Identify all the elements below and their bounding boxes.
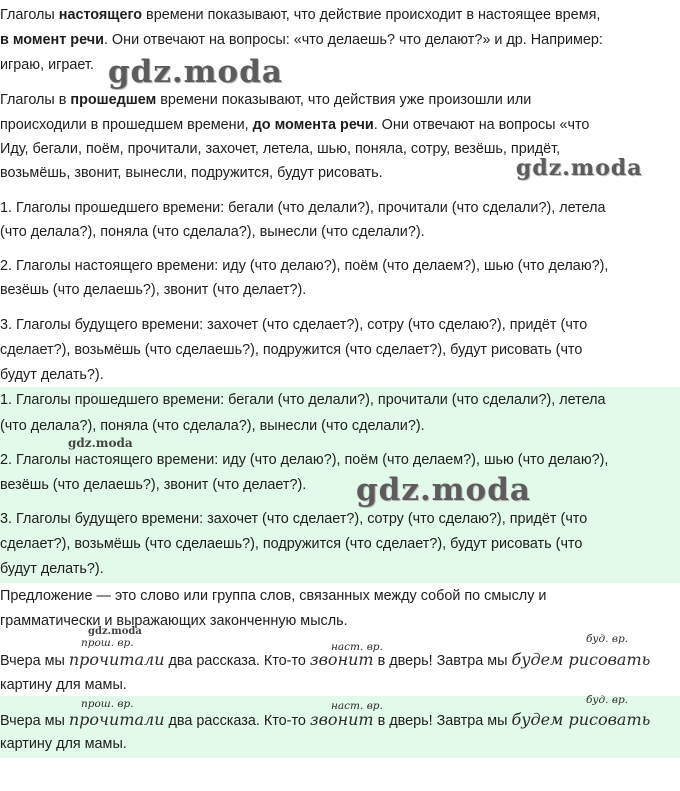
text: Вчера мы: [0, 653, 69, 669]
text: Глаголы: [0, 7, 59, 23]
watermark-logo: gdz.moda: [356, 472, 531, 508]
watermark-logo: gdz.moda: [68, 436, 133, 450]
text: Вчера мы: [0, 713, 69, 729]
bold-term: настоящего: [58, 7, 143, 23]
past-line-2: [0, 113, 680, 139]
label-past: прош. вр.: [81, 698, 134, 710]
answer-hl-3-line-1: 3. Глаголы будущего времени: захочет (что сделает?), сотру (что сделаю?), придёт (что: [0, 511, 588, 527]
answer-hl-1-line-1: 1. Глаголы прошедшего времени: бегали (что делали?), прочитали (что сделали?), летела: [0, 392, 606, 408]
example-hl-line-1: [0, 707, 680, 735]
present-line-3: играю, играет.: [0, 57, 94, 73]
bold-term: до момента речи: [252, 117, 374, 133]
answer-plain-3-line-3: будут делать?).: [0, 367, 104, 383]
text: в дверь! Завтра мы: [373, 713, 512, 729]
text: Глаголы в: [0, 92, 71, 108]
wordlist-line-2: возьмёшь, звонит, вынесли, подружится, будут рисовать.: [0, 165, 383, 181]
label-present: наст. вр.: [331, 641, 383, 653]
text: в дверь! Завтра мы: [373, 653, 512, 669]
verb-past: прочитали: [68, 710, 165, 729]
answer-hl-3-line-3: будут делать?).: [0, 561, 104, 577]
watermark-logo: gdz.moda: [88, 626, 142, 637]
answer-plain-3-line-2: сделает?), возьмёшь (что сделаешь?), подружится (что сделает?), будут рисовать (что: [0, 342, 583, 358]
label-past: прош. вр.: [81, 637, 134, 649]
text: времени показывают, что действия уже произошли или: [156, 92, 532, 108]
label-future: буд. вр.: [586, 694, 628, 706]
text: два рассказа. Кто-то: [164, 653, 310, 669]
answer-hl-2-line-2: везёшь (что делаешь?), звонит (что делает?).: [0, 477, 307, 493]
definition-line-1: Предложение — это слово или группа слов, связанных между собой по смыслу и: [0, 588, 547, 604]
answer-hl-3-line-2: сделает?), возьмёшь (что сделаешь?), подружится (что сделает?), будут рисовать (что: [0, 536, 583, 552]
present-line-2: [0, 28, 680, 54]
watermark-logo: gdz.moda: [108, 54, 283, 90]
answer-plain-1-line-2: (что делала?), поняла (что сделала?), вынесли (что сделали?).: [0, 224, 425, 240]
text: происходили в прошедшем времени,: [0, 117, 253, 133]
verb-present: звонит: [309, 650, 374, 669]
present-line-1: [0, 3, 680, 29]
answer-hl-1-line-2: (что делала?), поняла (что сделала?), вынесли (что сделали?).: [0, 418, 425, 434]
answer-plain-1-line-1: 1. Глаголы прошедшего времени: бегали (что делали?), прочитали (что сделали?), летела: [0, 200, 606, 216]
text: . Они отвечают на вопросы «что: [373, 117, 590, 133]
answer-plain-2-line-1: 2. Глаголы настоящего времени: иду (что делаю?), поём (что делаем?), шью (что делаю?),: [0, 258, 609, 274]
answer-hl-2-line-1: 2. Глаголы настоящего времени: иду (что делаю?), поём (что делаем?), шью (что делаю?),: [0, 452, 609, 468]
verb-past: прочитали: [68, 650, 165, 669]
text: два рассказа. Кто-то: [164, 713, 310, 729]
example-line-2: картину для мамы.: [0, 677, 127, 693]
text: . Они отвечают на вопросы: «что делаешь? что делают?» и др. Например:: [103, 32, 603, 48]
verb-future: будем рисовать: [511, 710, 651, 729]
text: времени показывают, что действие происходит в настоящее время,: [142, 7, 601, 23]
watermark-logo: gdz.moda: [516, 155, 643, 181]
bold-term: в момент речи: [0, 32, 104, 48]
bold-term: прошедшем: [70, 92, 157, 108]
definition-line-2: грамматически и выражающих законченную мысль.: [0, 613, 348, 629]
example-hl-line-2: картину для мамы.: [0, 736, 127, 752]
label-present: наст. вр.: [331, 700, 383, 712]
verb-present: звонит: [309, 710, 374, 729]
label-future: буд. вр.: [586, 633, 628, 645]
verb-future: будем рисовать: [511, 650, 651, 669]
past-line-1: [0, 88, 680, 114]
answer-plain-3-line-1: 3. Глаголы будущего времени: захочет (что сделает?), сотру (что сделаю?), придёт (что: [0, 317, 588, 333]
answer-plain-2-line-2: везёшь (что делаешь?), звонит (что делает?).: [0, 282, 307, 298]
wordlist-line-1: Иду, бегали, поём, прочитали, захочет, летела, шью, поняла, сотру, везёшь, придёт,: [0, 141, 561, 157]
example-line-1: [0, 647, 680, 675]
